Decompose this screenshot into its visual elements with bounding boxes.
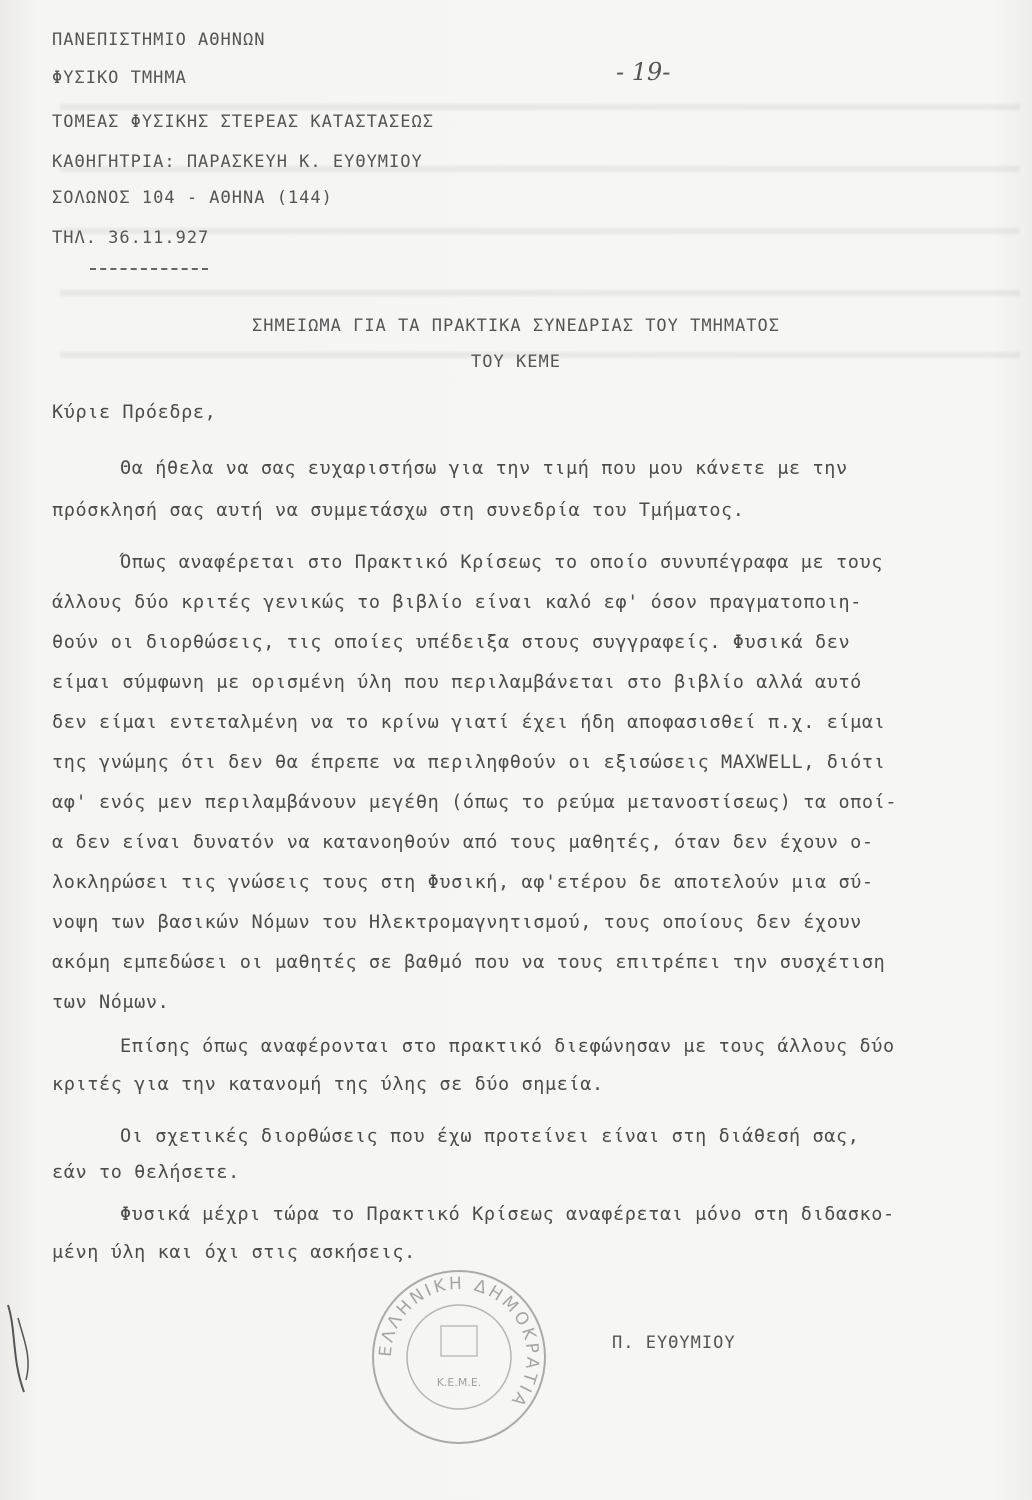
page-number: - 19-: [616, 58, 671, 86]
body-line: Επίσης όπως αναφέρονται στο πρακτικό διεφώνησαν με τους άλλους δύο: [120, 1036, 895, 1057]
body-line: εάν το θελήσετε.: [52, 1162, 240, 1183]
body-line: αφ' ενός μεν περιλαμβάνουν μεγέθη (όπως το ρεύμα μετανοστίσεως) τα οποί-: [52, 792, 898, 813]
document-subtitle: ΤΟΥ ΚΕΜΕ: [471, 352, 561, 372]
body-line: Φυσικά μέχρι τώρα το Πρακτικό Κρίσεως αναφέρεται μόνο στη διδασκο-: [120, 1204, 895, 1225]
body-line: α δεν είναι δυνατόν να κατανοηθούν από τους μαθητές, όταν δεν έχουν ο-: [52, 832, 874, 853]
body-line: θούν οι διορθώσεις, τις οποίες υπέδειξα στους συγγραφείς. Φυσικά δεν: [52, 632, 851, 653]
header-department: ΦΥΣΙΚΟ ΤΜΗΜΑ: [52, 68, 187, 88]
header-divider: [90, 268, 208, 270]
body-line: Οι σχετικές διορθώσεις που έχω προτείνει είναι στη διάθεσή σας,: [120, 1126, 860, 1147]
official-stamp: [366, 1264, 552, 1450]
document-title: ΣΗΜΕΙΩΜΑ ΓΙΑ ΤΑ ΠΡΑΚΤΙΚΑ ΣΥΝΕΔΡΙΑΣ ΤΟΥ ΤΜΗΜΑΤΟΣ: [251, 316, 781, 336]
header-university: ΠΑΝΕΠΙΣΤΗΜΙΟ ΑΘΗΝΩΝ: [52, 30, 266, 50]
salutation: Κύριε Πρόεδρε,: [52, 402, 217, 423]
body-line: πρόσκλησή σας αυτή να συμμετάσχω στη συνεδρία του Τμήματος.: [52, 500, 745, 521]
header-address: ΣΟΛΩΝΟΣ 104 - ΑΘΗΝΑ (144): [52, 188, 333, 208]
header-sector: ΤΟΜΕΑΣ ΦΥΣΙΚΗΣ ΣΤΕΡΕΑΣ ΚΑΤΑΣΤΑΣΕΩΣ: [52, 112, 434, 132]
body-line: κριτές για την κατανομή της ύλης σε δύο σημεία.: [52, 1074, 604, 1095]
body-line: ακόμη εμπεδώσει οι μαθητές σε βαθμό που να τους επιτρέπει την συσχέτιση: [52, 952, 886, 973]
body-line: νοψη των βασικών Νόμων του Ηλεκτρομαγνητισμού, τους οποίους δεν έχουν: [52, 912, 862, 933]
stamp-inner-text: Κ.Ε.Μ.Ε.: [436, 1376, 482, 1389]
body-line: μένη ύλη και όχι στις ασκήσεις.: [52, 1242, 416, 1263]
body-line: Θα ήθελα να σας ευχαριστήσω για την τιμή που μου κάνετε με την: [120, 458, 848, 479]
body-line: Όπως αναφέρεται στο Πρακτικό Κρίσεως το οποίο συνυπέγραφα με τους: [120, 552, 883, 573]
body-line: δεν είμαι εντεταλμένη να το κρίνω γιατί έχει ήδη αποφασισθεί π.χ. είμαι: [52, 712, 886, 733]
margin-pen-mark: [2, 1300, 42, 1400]
header-professor: ΚΑΘΗΓΗΤΡΙΑ: ΠΑΡΑΣΚΕΥΗ Κ. ΕΥΘΥΜΙΟΥ: [52, 152, 423, 172]
body-line: της γνώμης ότι δεν θα έπρεπε να περιληφθούν οι εξισώσεις MAXWELL, διότι: [52, 752, 886, 773]
body-line: λοκληρώσει τις γνώσεις τους στη Φυσική, αφ'ετέρου δε αποτελούν μια σύ-: [52, 872, 874, 893]
body-line: των Νόμων.: [52, 992, 170, 1013]
stamp-outer-text: ΕΛΛΗΝΙΚΗ ΔΗΜΟΚΡΑΤΙΑ: [375, 1273, 543, 1412]
body-line: είμαι σύμφωνη με ορισμένη ύλη που περιλαμβάνεται στο βιβλίο αλλά αυτό: [52, 672, 862, 693]
header-phone: ΤΗΛ. 36.11.927: [52, 228, 210, 248]
body-line: άλλους δύο κριτές γενικώς το βιβλίο είναι καλό εφ' όσον πραγματοποιη-: [52, 592, 862, 613]
signature-name: Π. ΕΥΘΥΜΙΟΥ: [612, 1333, 736, 1353]
